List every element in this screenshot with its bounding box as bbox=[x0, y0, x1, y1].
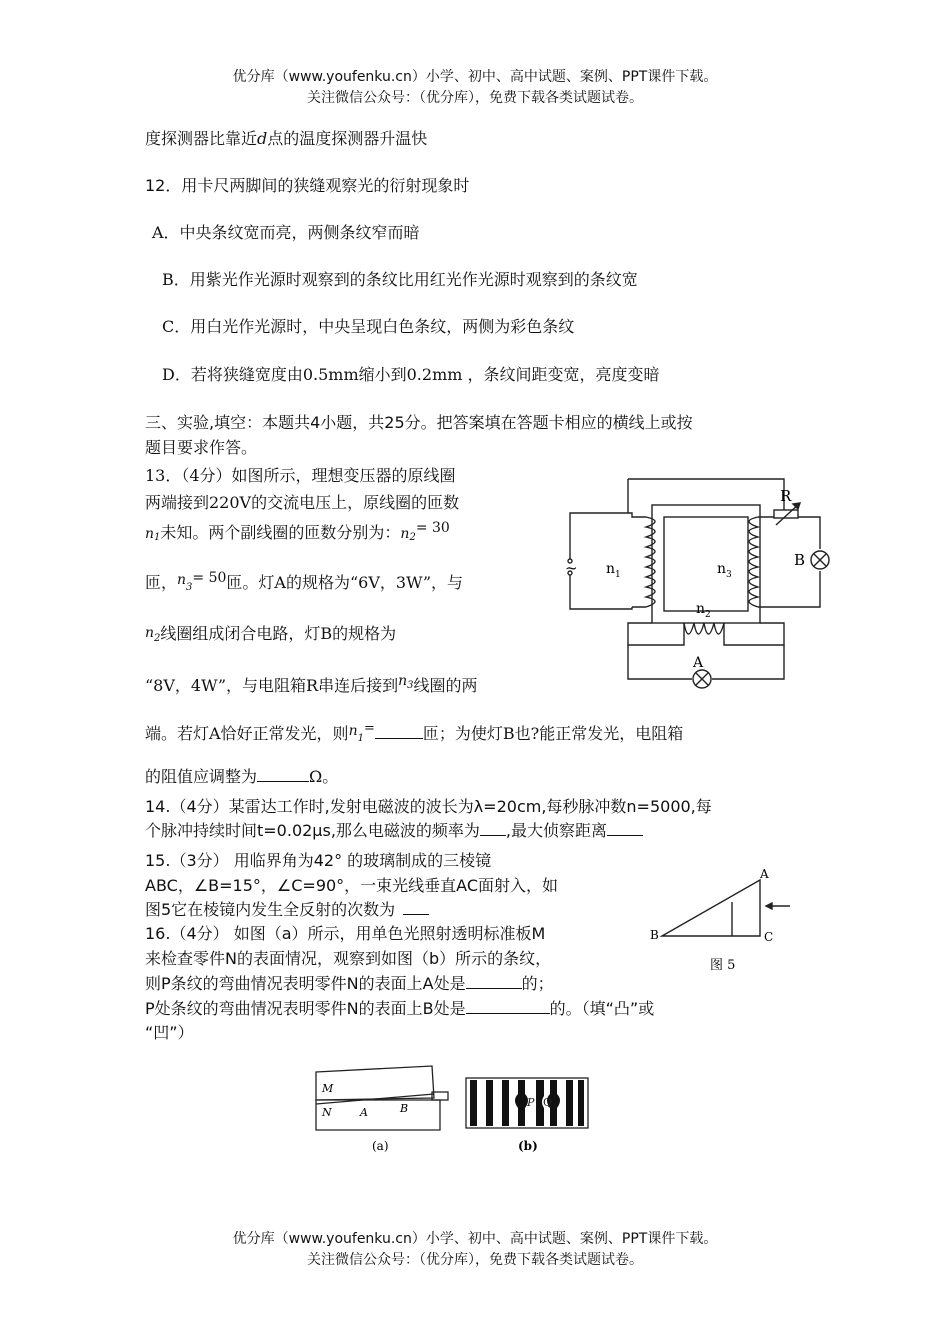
label-m: M bbox=[322, 1082, 334, 1095]
caption-b: (b) bbox=[518, 1139, 538, 1153]
label-n3-sub: 3 bbox=[726, 570, 732, 580]
q13-line-6 bbox=[145, 673, 478, 696]
intro-post: 点的温度探测器升温快 bbox=[267, 129, 428, 148]
q13-l8a: 的阻值应调整为 bbox=[145, 767, 258, 786]
prism-label-b: B bbox=[650, 928, 659, 942]
q16-figure-b bbox=[464, 1076, 592, 1158]
wire-primary-bottom bbox=[570, 573, 632, 609]
wire-n2 bbox=[628, 623, 784, 645]
q15-line-2: ABC，∠B=15°，∠C=90°，一束光线垂直AC面射入，如 bbox=[145, 876, 559, 895]
q13-l8b: Ω。 bbox=[309, 767, 339, 786]
secondary-coil-n2 bbox=[684, 623, 724, 634]
label-r: R bbox=[780, 487, 792, 505]
q16-line-5: “凹”） bbox=[145, 1023, 194, 1042]
q13-n3-symbol: n bbox=[177, 572, 187, 588]
label-n2-sub: 2 bbox=[705, 610, 711, 620]
q14-blank-frequency[interactable] bbox=[480, 821, 506, 836]
q13-transformer-diagram bbox=[562, 473, 842, 698]
q16-line-3 bbox=[145, 971, 554, 994]
ac-source-label: ~ bbox=[565, 559, 578, 577]
secondary-coil-n3 bbox=[749, 517, 758, 607]
q16-l3a: 则P条纹的弯曲情况表明零件N的表面上A处是 bbox=[145, 974, 466, 993]
label-q: Q bbox=[543, 1096, 553, 1109]
q13-blank-resistance[interactable] bbox=[257, 767, 309, 782]
q14-l2b: ,最大侦察距离 bbox=[505, 821, 608, 840]
q13-line-8 bbox=[145, 764, 338, 787]
header-line-2: 关注微信公众号：（优分库），免费下载各类试题试卷。 bbox=[307, 90, 643, 106]
q13-n1-sub-2: 1 bbox=[357, 733, 364, 744]
intro-pre: 度探测器比靠近 bbox=[145, 129, 258, 148]
q12-option-d: D．若将狭缝宽度由0.5mm缩小到0.2mm ，条纹间距变宽，亮度变暗 bbox=[162, 365, 660, 384]
q16-line-4 bbox=[145, 996, 654, 1019]
q13-l6b: 线圈的两 bbox=[413, 676, 478, 695]
q13-line-2: 两端接到220V的交流电压上，原线圈的匝数 bbox=[145, 493, 460, 512]
q13-l6a: “8V，4W”，与电阻箱R串连后接到 bbox=[145, 676, 399, 695]
label-a: A bbox=[360, 1106, 368, 1119]
label-p: P bbox=[527, 1096, 535, 1109]
intro-var: d bbox=[257, 129, 268, 148]
q13-n2-value: = 30 bbox=[415, 520, 450, 536]
section3-line-1: 三、实验,填空：本题共4小题，共25分。把答案填在答题卡相应的横线上或按 bbox=[145, 413, 693, 432]
prism-label-a: A bbox=[760, 867, 769, 881]
q16-figure-a bbox=[308, 1058, 458, 1158]
q15-blank-count[interactable] bbox=[403, 900, 429, 915]
q16-l4a: P处条纹的弯曲情况表明零件N的表面上B处是 bbox=[145, 999, 466, 1018]
q12-option-a: A．中央条纹宽而亮，两侧条纹窄而暗 bbox=[152, 223, 420, 242]
q13-l5: 线圈组成闭合电路，灯B的规格为 bbox=[160, 624, 397, 643]
q13-l4a: 匝， bbox=[145, 573, 178, 592]
footer-line-2: 关注微信公众号：（优分库），免费下载各类试题试卷。 bbox=[307, 1252, 643, 1268]
q12-option-c: C．用白光作光源时，中央呈现白色条纹，两侧为彩色条纹 bbox=[162, 317, 575, 336]
header-line-1: 优分库（www.youfenku.cn）小学、初中、高中试题、案例、PPT课件下载。 bbox=[232, 69, 718, 85]
q13-n2-symbol: n bbox=[400, 526, 410, 542]
q14-line-2 bbox=[145, 818, 643, 841]
q15-line-1: 15.（3分） 用临界角为42° 的玻璃制成的三棱镜 bbox=[145, 851, 492, 870]
part-n bbox=[316, 1100, 440, 1130]
q13-n2-sub-2: 2 bbox=[154, 633, 161, 644]
q13-equals: = bbox=[363, 721, 375, 736]
q13-n1-symbol-2: n bbox=[348, 723, 358, 739]
q13-blank-n1[interactable] bbox=[375, 724, 423, 739]
q13-n2-symbol-2: n bbox=[145, 625, 155, 641]
label-n: N bbox=[322, 1106, 332, 1119]
label-n3: n bbox=[717, 561, 727, 577]
caption-a: (a) bbox=[372, 1139, 389, 1153]
q13-line-5 bbox=[145, 621, 396, 644]
q16-l3b: 的； bbox=[521, 974, 554, 993]
q13-n3-value: = 50 bbox=[192, 570, 227, 586]
prism-label-c: C bbox=[764, 930, 774, 944]
q13-n1-symbol: n bbox=[145, 526, 155, 542]
label-b: B bbox=[794, 551, 806, 569]
q13-l7b: 匝；为使灯B也?能正常发光，电阻箱 bbox=[422, 724, 684, 743]
prism-triangle bbox=[662, 880, 760, 936]
q15-line-3 bbox=[145, 897, 429, 920]
q13-l3-text: 未知。两个副线圈的匝数分别为： bbox=[160, 523, 401, 542]
label-n1-sub: 1 bbox=[615, 570, 621, 580]
q15-prism-diagram bbox=[648, 866, 798, 974]
q16-blank-b[interactable] bbox=[466, 999, 550, 1014]
label-a: A bbox=[693, 655, 704, 671]
footer-line-1: 优分库（www.youfenku.cn）小学、初中、高中试题、案例、PPT课件下载。 bbox=[232, 1231, 718, 1247]
q13-l7a: 端。若灯A恰好正常发光，则 bbox=[145, 724, 349, 743]
q13-l4b: 匝。灯A的规格为“6V，3W”，与 bbox=[226, 573, 463, 592]
q13-n3-sub-2: 3 bbox=[407, 680, 414, 691]
q13-n1-sub: 1 bbox=[154, 532, 161, 543]
wire-primary-top bbox=[570, 513, 632, 561]
q13-n3-sub: 3 bbox=[186, 582, 193, 593]
q12-stem: 12．用卡尺两脚间的狭缝观察光的衍射现象时 bbox=[145, 176, 470, 195]
q12-option-b: B．用紫光作光源时观察到的条纹比用红光作光源时观察到的条纹宽 bbox=[162, 270, 638, 289]
q13-line-7 bbox=[145, 721, 683, 744]
q13-line-3 bbox=[145, 520, 450, 543]
q16-line-1: 16.（4分） 如图（a）所示，用单色光照射透明标准板M bbox=[145, 924, 546, 943]
primary-coil bbox=[646, 517, 655, 607]
q14-l2: 个脉冲持续时间t=0.02μs,那么电磁波的频率为 bbox=[145, 821, 480, 840]
q16-blank-a[interactable] bbox=[466, 974, 522, 989]
q13-n3-symbol-2: n bbox=[398, 673, 408, 689]
intro-line bbox=[145, 126, 427, 149]
wire-n3-bottom bbox=[758, 571, 820, 607]
q16-l4b: 的。（填“凸”或 bbox=[549, 999, 655, 1018]
section3-line-2: 题目要求作答。 bbox=[145, 438, 258, 457]
q14-blank-distance[interactable] bbox=[607, 821, 643, 836]
q13-line-1: 13．（4分）如图所示，理想变压器的原线圈 bbox=[145, 466, 456, 485]
q13-line-4 bbox=[145, 570, 463, 593]
iron-core-inner bbox=[664, 517, 748, 611]
q14-line-1: 14.（4分）某雷达工作时,发射电磁波的波长为λ=20cm,每秒脉冲数n=5000,每 bbox=[145, 797, 712, 816]
label-n1: n bbox=[606, 561, 616, 577]
prism-caption: 图 5 bbox=[710, 958, 736, 973]
q16-line-2: 来检查零件N的表面情况，观察到如图（b）所示的条纹， bbox=[145, 949, 552, 968]
resistor-r bbox=[774, 510, 798, 518]
q15-l3: 图5它在棱镜内发生全反射的次数为 bbox=[145, 900, 396, 919]
label-n2: n bbox=[696, 601, 706, 617]
air-wedge-line bbox=[316, 1094, 434, 1104]
q13-n2-sub: 2 bbox=[409, 532, 416, 543]
label-b: B bbox=[400, 1102, 409, 1115]
iron-core-outer bbox=[652, 505, 760, 623]
